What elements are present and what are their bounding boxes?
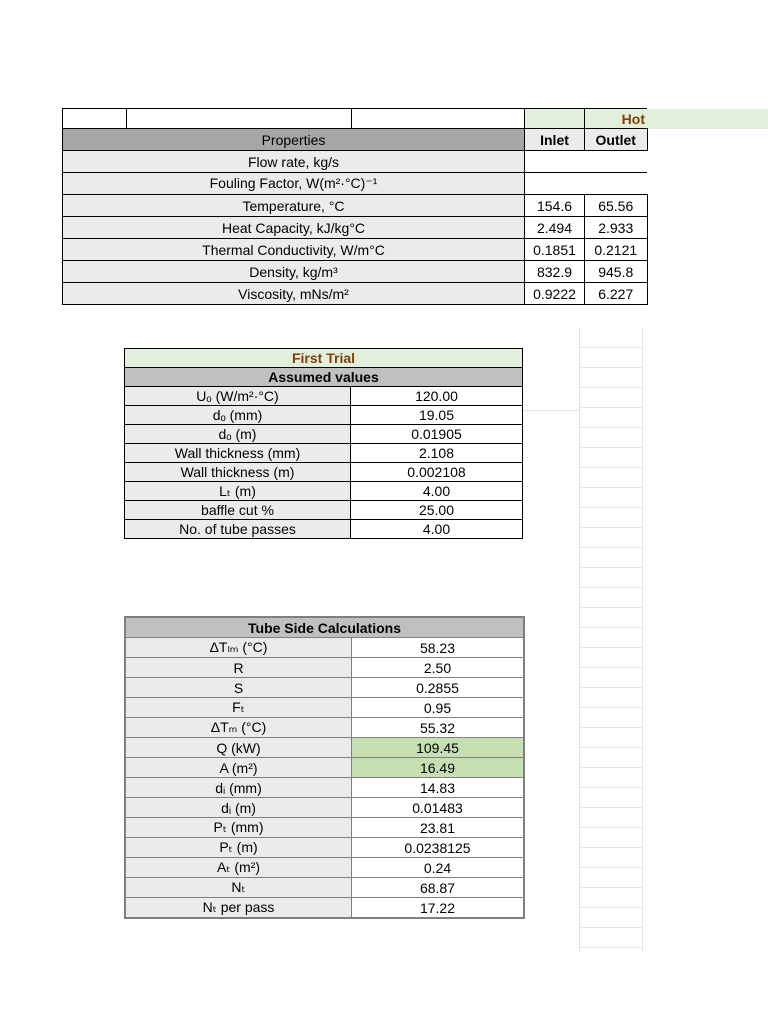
tube-label[interactable]: S (125, 678, 352, 698)
property-label[interactable]: Viscosity, mNs/m² (63, 283, 525, 305)
inlet-value[interactable]: 832.9 (525, 261, 585, 283)
table-row (125, 838, 524, 858)
tube-value[interactable]: 14.83 (352, 778, 525, 798)
table-row (125, 678, 524, 698)
table-row (125, 520, 523, 539)
table-row (125, 758, 524, 778)
table-row (125, 463, 523, 482)
property-label[interactable]: Thermal Conductivity, W/m°C (63, 239, 525, 261)
cell-empty[interactable] (352, 109, 525, 129)
tube-label[interactable]: Aₜ (m²) (125, 858, 352, 878)
table-row (125, 738, 524, 758)
cell-empty[interactable] (525, 109, 585, 129)
tube-label[interactable]: ΔTₘ (°C) (125, 718, 352, 738)
tube-label[interactable]: Pₜ (m) (125, 838, 352, 858)
tube-label[interactable]: Nₜ (125, 878, 352, 898)
table-row (63, 195, 648, 217)
outlet-value[interactable]: 2.933 (585, 217, 648, 239)
tube-value[interactable]: 0.95 (352, 698, 525, 718)
properties-table (62, 108, 648, 305)
trial-label[interactable]: Wall thickness (m) (125, 463, 351, 482)
tube-value[interactable]: 55.32 (352, 718, 525, 738)
tube-label[interactable]: ΔTₗₘ (°C) (125, 638, 352, 658)
trial-label[interactable]: baffle cut % (125, 501, 351, 520)
table-row (125, 718, 524, 738)
trial-label[interactable]: Wall thickness (mm) (125, 444, 351, 463)
inlet-value[interactable] (525, 173, 648, 195)
table-row (125, 444, 523, 463)
table-row (125, 858, 524, 878)
hot-header-extension (642, 109, 768, 129)
tube-label[interactable]: Nₜ per pass (125, 898, 352, 919)
tube-value-highlighted[interactable]: 16.49 (352, 758, 525, 778)
tube-label[interactable]: Q (kW) (125, 738, 352, 758)
spreadsheet-grid-column (579, 328, 643, 952)
table-row (125, 406, 523, 425)
inlet-value[interactable]: 2.494 (525, 217, 585, 239)
outlet-value[interactable]: 945.8 (585, 261, 648, 283)
property-label[interactable]: Temperature, °C (63, 195, 525, 217)
first-trial-table (124, 348, 523, 539)
inlet-header[interactable]: Inlet (525, 129, 585, 151)
table-row (125, 658, 524, 678)
spreadsheet-grid-line (521, 410, 579, 411)
cell-empty[interactable] (127, 109, 352, 129)
trial-label[interactable]: Lₜ (m) (125, 482, 351, 501)
property-label[interactable]: Heat Capacity, kJ/kg°C (63, 217, 525, 239)
table-row (125, 425, 523, 444)
table-row (125, 898, 524, 919)
tube-label[interactable]: Fₜ (125, 698, 352, 718)
tube-value[interactable]: 0.2855 (352, 678, 525, 698)
property-label[interactable]: Fouling Factor, W(m²·°C)⁻¹ (63, 173, 525, 195)
trial-label[interactable]: Uₒ (W/m²·°C) (125, 387, 351, 406)
cell-empty[interactable] (63, 109, 127, 129)
table-row (125, 482, 523, 501)
tube-label[interactable]: Pₜ (mm) (125, 818, 352, 838)
table-row (63, 217, 648, 239)
tube-value[interactable]: 68.87 (352, 878, 525, 898)
trial-value[interactable]: 4.00 (351, 520, 523, 539)
table-row (125, 878, 524, 898)
outlet-value[interactable]: 6.227 (585, 283, 648, 305)
tube-value[interactable]: 0.24 (352, 858, 525, 878)
table-row (63, 261, 648, 283)
table-row (125, 501, 523, 520)
trial-value[interactable]: 4.00 (351, 482, 523, 501)
tube-value-highlighted[interactable]: 109.45 (352, 738, 525, 758)
property-label[interactable]: Flow rate, kg/s (63, 151, 525, 173)
inlet-value[interactable]: 154.6 (525, 195, 585, 217)
tube-side-table (124, 616, 525, 919)
trial-label[interactable]: dₒ (mm) (125, 406, 351, 425)
trial-label[interactable]: No. of tube passes (125, 520, 351, 539)
tube-side-title[interactable]: Tube Side Calculations (125, 617, 524, 638)
tube-value[interactable]: 17.22 (352, 898, 525, 919)
trial-value[interactable]: 0.002108 (351, 463, 523, 482)
tube-label[interactable]: A (m²) (125, 758, 352, 778)
table-row (63, 173, 648, 195)
table-row (63, 151, 648, 173)
properties-header[interactable]: Properties (63, 129, 525, 151)
property-label[interactable]: Density, kg/m³ (63, 261, 525, 283)
trial-value[interactable]: 25.00 (351, 501, 523, 520)
table-row (125, 698, 524, 718)
table-row (125, 778, 524, 798)
tube-label[interactable]: R (125, 658, 352, 678)
trial-value[interactable]: 120.00 (351, 387, 523, 406)
tube-label[interactable]: dᵢ (m) (125, 798, 352, 818)
tube-label[interactable]: dᵢ (mm) (125, 778, 352, 798)
table-row (63, 239, 648, 261)
table-row (63, 283, 648, 305)
table-row (125, 638, 524, 658)
assumed-values-header[interactable]: Assumed values (125, 368, 523, 387)
tube-value[interactable]: 2.50 (352, 658, 525, 678)
inlet-value[interactable] (525, 151, 648, 173)
tube-value[interactable]: 0.01483 (352, 798, 525, 818)
tube-value[interactable]: 0.0238125 (352, 838, 525, 858)
first-trial-title[interactable]: First Trial (125, 349, 523, 368)
table-row (125, 387, 523, 406)
trial-value[interactable]: 0.01905 (351, 425, 523, 444)
table-row (125, 798, 524, 818)
hot-header[interactable]: Hot (585, 109, 648, 129)
outlet-value[interactable]: 65.56 (585, 195, 648, 217)
outlet-value[interactable]: 0.2121 (585, 239, 648, 261)
inlet-value[interactable]: 0.1851 (525, 239, 585, 261)
trial-value[interactable]: 19.05 (351, 406, 523, 425)
outlet-header[interactable]: Outlet (585, 129, 648, 151)
trial-value[interactable]: 2.108 (351, 444, 523, 463)
tube-value[interactable]: 23.81 (352, 818, 525, 838)
inlet-value[interactable]: 0.9222 (525, 283, 585, 305)
tube-value[interactable]: 58.23 (352, 638, 525, 658)
trial-label[interactable]: dₒ (m) (125, 425, 351, 444)
table-row (125, 818, 524, 838)
